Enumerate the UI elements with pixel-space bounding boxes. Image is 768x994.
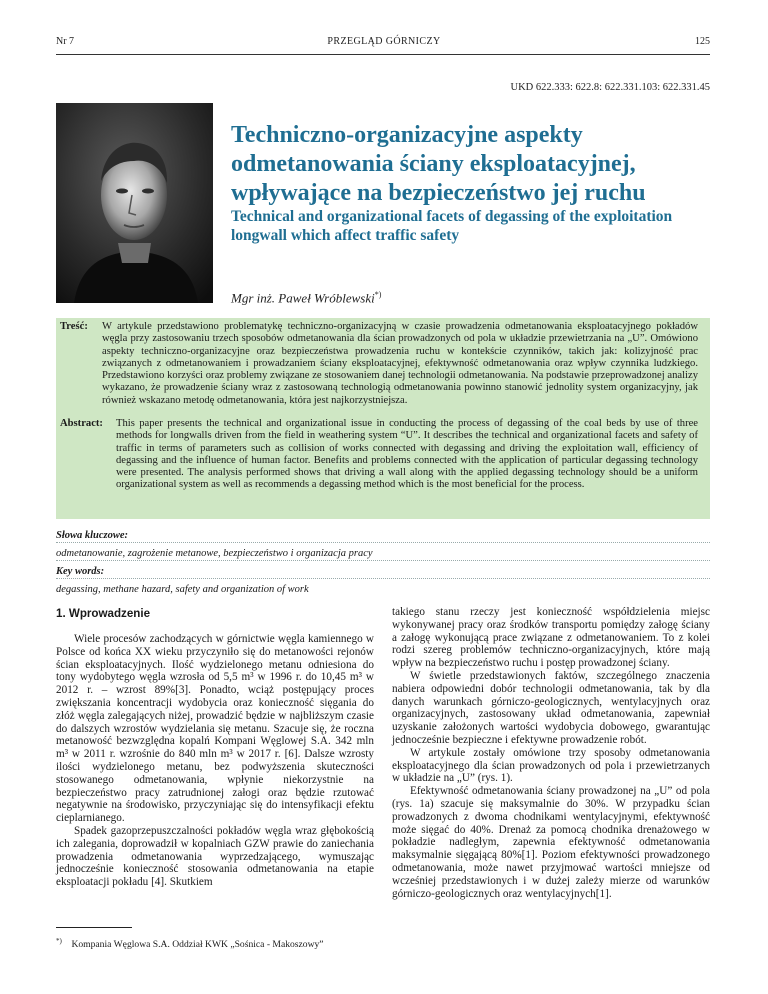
keywords-pl-text: odmetanowanie, zagrożenie metanowe, bezpieczeństwo i organizacja pracy <box>56 548 373 559</box>
footnote <box>56 937 324 950</box>
abstract-text: This paper presents the technical and organizational issue in conducting the process of degassing of the coal beds by use of three methods for longwalls driven from the field in weathering system “U”. It describes the technical and organizational facets and safety of traffic in terms of parameters such as collision of works connected with degassing and driving the exploitation wall, efficiency of degassing and the influence of human factor. Benefits and problems connected with the application of particular degassing technology were presented. The analysis performed shows that driving a wall along with the applied degassing technology should be a uniform organizational system as well as recommends a degassing method which is the most beneficial for the process. <box>116 418 698 491</box>
journal-title: PRZEGLĄD GÓRNICZY <box>327 36 441 47</box>
keywords-divider <box>56 578 710 579</box>
issue-number: Nr 7 <box>56 36 75 47</box>
title-polish: Techniczno-organizacyjne aspekty odmetanowania ściany eksploatacyjnej, wpływające na bezpieczeństwo jej ruchu <box>231 122 646 206</box>
tresc-label: Treść: <box>60 321 88 332</box>
keywords-divider <box>56 560 710 561</box>
abstract-box <box>56 318 710 519</box>
left-column <box>56 633 374 889</box>
paragraph: takiego stanu rzeczy jest konieczność współdzielenia miejsc wykonywanej pracy oraz środków transportu pomiędzy załogę ściany a załogę wykonującą prace związane z odmetanowaniem. To z kolei rodzi szereg problemów techniczno-organizacyjnych, które mają wpływ na bezpieczeństwo ruchu i postęp prowadzonej ściany. <box>392 606 710 670</box>
paragraph: W artykule zostały omówione trzy sposoby odmetanowania eksploatacyjnego dla ścian prowadzonych od pola i przewietrzanych w układzie na „U” (rys. 1). <box>392 746 710 785</box>
author-footnote-mark: *) <box>374 290 382 299</box>
abstract-label: Abstract: <box>60 418 103 429</box>
paragraph: Efektywność odmetanowania ściany prowadzonej na „U” od pola (rys. 1a) szacuje się maksymalnie do 30%. W przypadku ścian prowadzonych z dwoma chodnikami wentylacyjnymi, efektywność może sięgać do 40%. Drenaż za pomocą chodnika drenażowego w pokładzie nadległym, zapewnia efektywność odmetanowania maksymalnie sięgającą 80%[1]. Poziom efektywności prowadzonego odmetanowania, może nawet przyjmować wartości mniejsze od wcześniej przedstawionych i w dużej zależy mierze od warunków górniczo-geologicznych oraz wentylacyjnych[1]. <box>392 785 710 900</box>
abstract-block <box>60 418 698 492</box>
author-photo <box>56 103 213 303</box>
keywords-divider <box>56 542 710 543</box>
section-heading: 1. Wprowadzenie <box>56 607 151 620</box>
author-portrait-image <box>56 103 213 303</box>
author-name: Mgr inż. Paweł Wróblewski <box>231 290 375 306</box>
keywords-en-text: degassing, methane hazard, safety and organization of work <box>56 584 309 595</box>
udk-classification: UKD 622.333: 622.8: 622.331.103: 622.331.45 <box>510 82 710 93</box>
footnote-mark: *) <box>56 937 62 945</box>
keywords-en-label: Key words: <box>56 566 105 577</box>
paragraph: W świetle przedstawionych faktów, szczególnego znaczenia nabiera odpowiedni dobór technologii odmetanowania, tak by dla danych warunkach górniczo-geologicznych, wentylacyjnych oraz organizacyjnych, zastosowany układ odmetanowania, zapewniał uzyskanie założonych wartości wydobycia dobowego, gwarantując jednocześnie bezpieczne i efektywne prowadzenie robót. <box>392 669 710 746</box>
keywords-pl-label: Słowa kluczowe: <box>56 530 129 541</box>
footnote-text: Kompania Węglowa S.A. Oddział KWK „Sośnica - Makoszowy” <box>71 939 324 951</box>
footnote-rule <box>56 927 132 928</box>
author-line <box>231 290 381 306</box>
header-rule <box>56 54 710 55</box>
title-english: Technical and organizational facets of degassing of the exploitation longwall which affect traffic safety <box>231 208 673 244</box>
paragraph: Spadek gazoprzepuszczalności pokładów węgla wraz głębokością ich zalegania, doprowadził w kopalniach GZW prawie do zaniechania prowadzenia odmetanowania wyprzedzającego, wymuszając jednocześnie konieczność stosowania odmetanowania na etapie eksploatacji pokładu [4]. Skutkiem <box>56 824 374 889</box>
right-column <box>392 606 710 900</box>
page-number: 125 <box>695 36 710 47</box>
tresc-block <box>60 321 698 407</box>
tresc-text: W artykule przedstawiono problematykę techniczno-organizacyjną w czasie prowadzenia odmetanowania eksploatacyjnego pokładów węgla przy zastosowaniu trzech sposobów odmetanowania dla ścian prowadzonych od pola w układzie przewietrzania na „U”. Omówiono aspekty techniczno-organizacyjne oraz bezpieczeństwa prowadzenia ruchu w kontekście czynników, takich jak: kolizyjność prac związanych z odmetanowaniem i prowadzaniem ściany eksploatacyjnej, efektywność odmetanowania oraz wpływ czynnika ludzkiego. Przedstawiono korzyści oraz problemy związane ze stosowaniem danej technologii odmetanowania. Na podstawie przeprowadzonej analizy wykazano, że prowadzenie ściany wraz z zastosowaną technologią odmetanowania powinno stanowić jednolity system organizacyjny, jak również wskazano metodę odmetanowania, która jest najkorzystniejsza. <box>102 321 698 406</box>
paragraph: Wiele procesów zachodzących w górnictwie węgla kamiennego w Polsce od końca XX wieku przyczyniło się do metanowości rejonów ścian eksploatacyjnych. Ilość wydzielonego metanu odniesiona do tony wydobytego węgla wzrosła od 5,5 m³ w 1996 r. do 10,45 m³ w 2012 r. – wzrost 89%[3]. Ponadto, wciąż postępujący proces zwiększania koncentracji wydobycia oraz konieczność sięgania do złóż węgla zalegających niżej, prowadzić będzie w najbliższym czasie do dalszych wzrostów wydzielania się metanu. Szacuje się, że roczna metanowość bezwzględna kopalń Kompani Węglowej S.A. 342 mln m³ w 2011 r. wzrośnie do 840 mln m³ w 2017 r. [6]. Dalsze wzrosty ilości wydzielonego metanu, bez podwyższenia skuteczności stosowanego odmetanowania, wpłynie niekorzystnie na bezpieczeństwo pracy zatrudnionej załogi oraz będzie rzutować negatywnie na środowisko, przyczyniając się do intensyfikacji efektu cieplarnianego. <box>56 633 374 825</box>
